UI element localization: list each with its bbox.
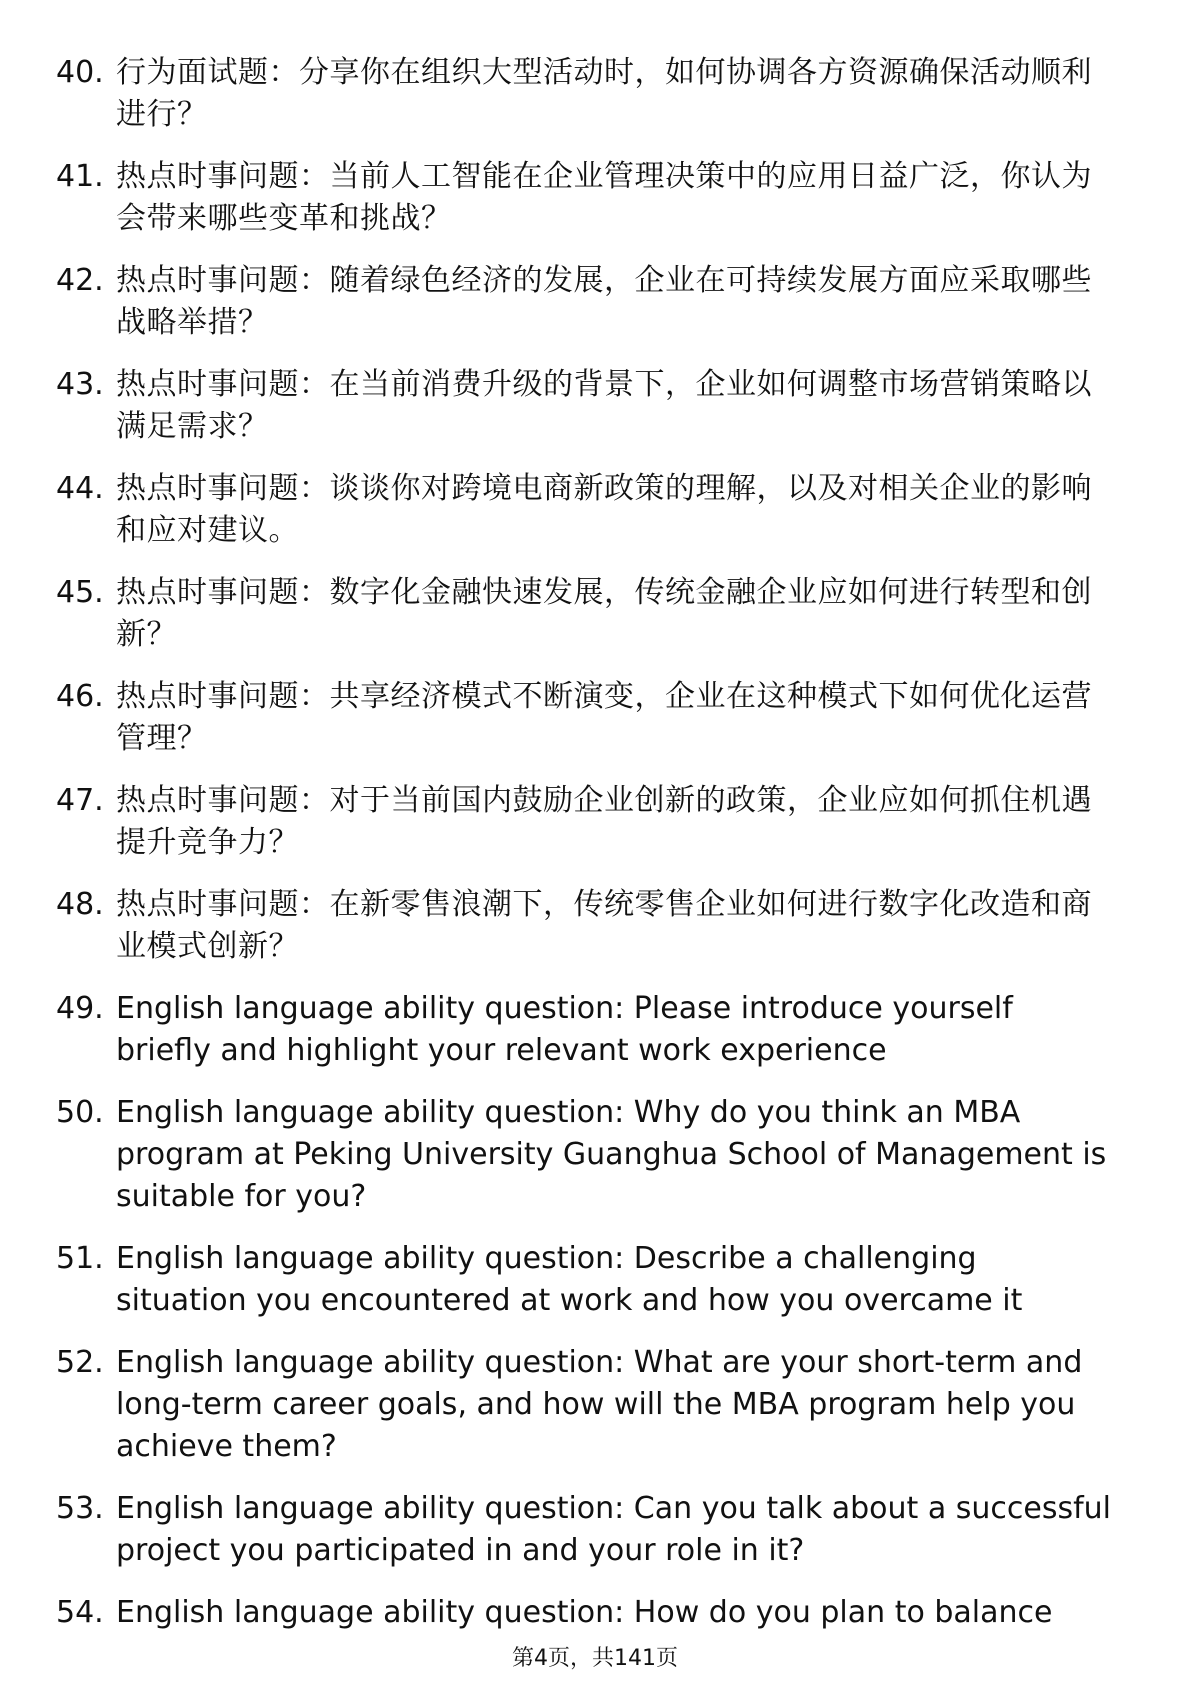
question-number: 53. [56, 1491, 104, 1526]
question-text: English language ability question: Describe a challenging situation you encountered at work and how you overcame it [116, 1241, 1023, 1318]
question-number: 41. [56, 159, 104, 194]
page-footer [0, 1644, 1190, 1674]
question-text: English language ability question: Can you talk about a successful project you participated in and your role in it? [116, 1491, 1112, 1568]
question-item [0, 156, 1190, 240]
question-number: 49. [56, 991, 104, 1026]
question-item [0, 1592, 1190, 1634]
question-text: 热点时事问题：谈谈你对跨境电商新政策的理解，以及对相关企业的影响和应对建议。 [116, 471, 1092, 548]
question-text: 热点时事问题：当前人工智能在企业管理决策中的应用日益广泛，你认为会带来哪些变革和挑战？ [116, 159, 1092, 236]
question-item [0, 1092, 1190, 1218]
question-text: 热点时事问题：在当前消费升级的背景下，企业如何调整市场营销策略以满足需求？ [116, 367, 1092, 444]
question-item [0, 1488, 1190, 1572]
question-number: 52. [56, 1345, 104, 1380]
question-number: 51. [56, 1241, 104, 1276]
question-item [0, 572, 1190, 656]
question-item [0, 468, 1190, 552]
question-text: 热点时事问题：在新零售浪潮下，传统零售企业如何进行数字化改造和商业模式创新？ [116, 887, 1092, 964]
question-item [0, 1238, 1190, 1322]
question-number: 46. [56, 679, 104, 714]
question-text: English language ability question: How do you plan to balance [116, 1595, 1053, 1630]
question-text: English language ability question: What are your short-term and long-term career goals, and how will the MBA program help you achieve them? [116, 1345, 1083, 1464]
question-number: 50. [56, 1095, 104, 1130]
question-number: 54. [56, 1595, 104, 1630]
question-list [0, 52, 1190, 1654]
question-item [0, 988, 1190, 1072]
question-item [0, 1342, 1190, 1468]
question-number: 43. [56, 367, 104, 402]
question-number: 45. [56, 575, 104, 610]
question-item [0, 260, 1190, 344]
question-text: 热点时事问题：共享经济模式不断演变，企业在这种模式下如何优化运营管理？ [116, 679, 1092, 756]
question-text: English language ability question: Please introduce yourself briefly and highlight your relevant work experience [116, 991, 1013, 1068]
question-number: 40. [56, 55, 104, 90]
question-text: English language ability question: Why do you think an MBA program at Peking University Guanghua School of Management is suitable for you? [116, 1095, 1107, 1214]
question-number: 44. [56, 471, 104, 506]
question-text: 行为面试题：分享你在组织大型活动时，如何协调各方资源确保活动顺利进行？ [116, 55, 1092, 132]
question-text: 热点时事问题：数字化金融快速发展，传统金融企业应如何进行转型和创新？ [116, 575, 1092, 652]
page-number-label: 第4页，共141页 [512, 1646, 678, 1671]
question-item [0, 884, 1190, 968]
question-number: 48. [56, 887, 104, 922]
question-item [0, 780, 1190, 864]
question-text: 热点时事问题：对于当前国内鼓励企业创新的政策，企业应如何抓住机遇提升竞争力？ [116, 783, 1092, 860]
question-number: 42. [56, 263, 104, 298]
question-item [0, 676, 1190, 760]
question-text: 热点时事问题：随着绿色经济的发展，企业在可持续发展方面应采取哪些战略举措？ [116, 263, 1092, 340]
question-item [0, 364, 1190, 448]
question-number: 47. [56, 783, 104, 818]
question-item [0, 52, 1190, 136]
